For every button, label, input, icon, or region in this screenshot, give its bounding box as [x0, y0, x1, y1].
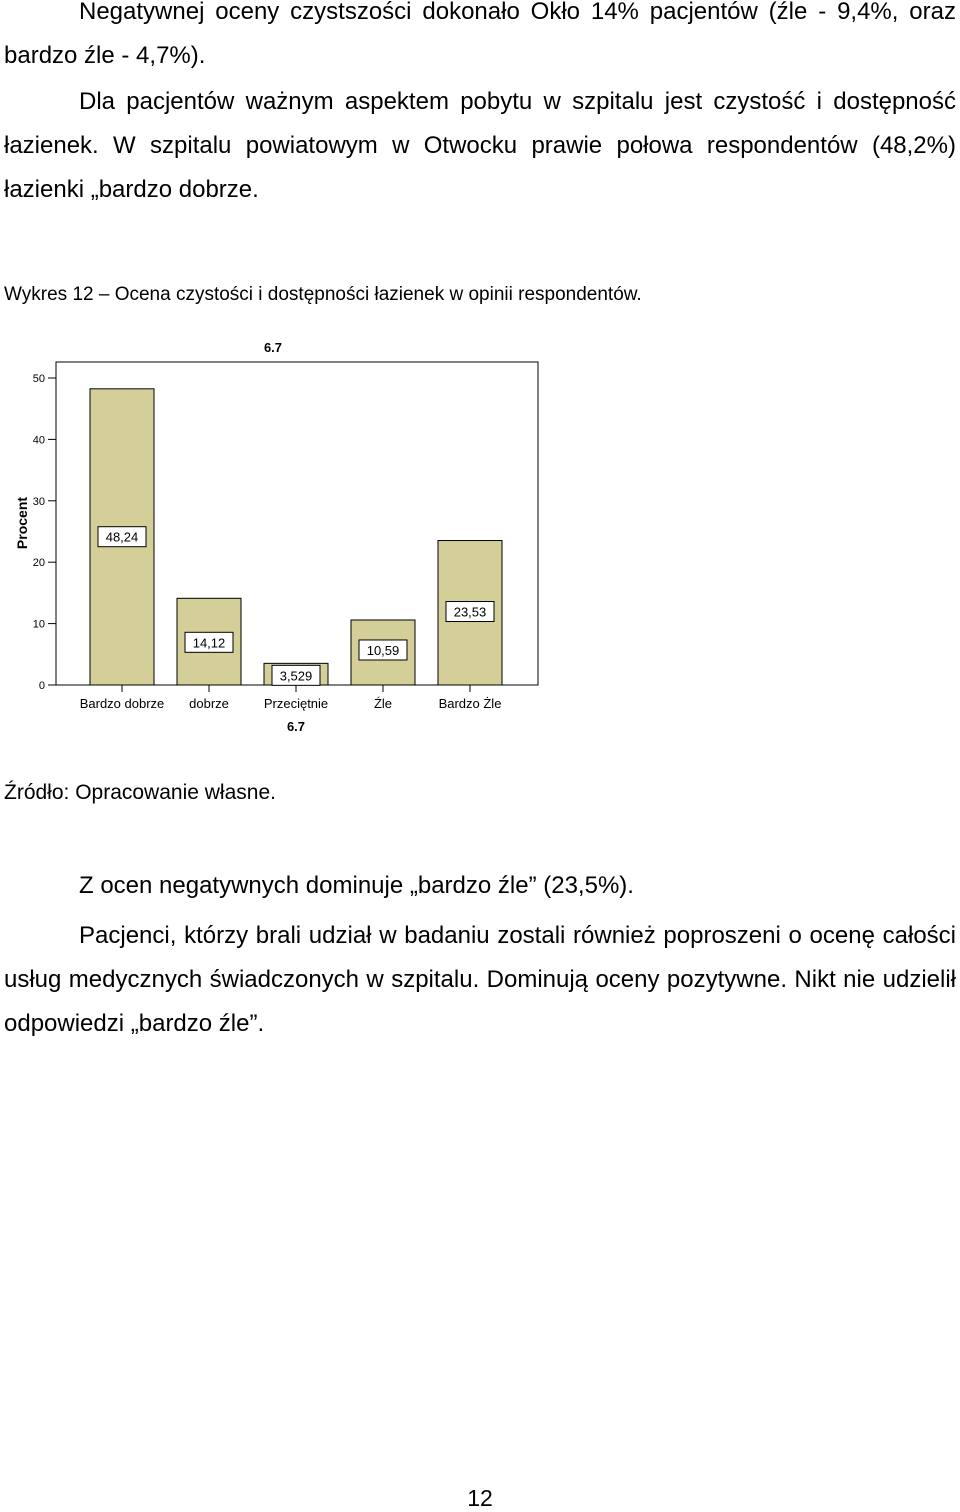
data-label: 10,59	[366, 642, 400, 658]
chart-title: 6.7	[263, 340, 283, 355]
y-tick-label: 50	[32, 373, 45, 385]
paragraph-2-text: Dla pacjentów ważnym aspektem pobytu w szpitalu jest czystość i dostępność łazienek. W szpitalu powiatowym w Otwocku prawie połowa respondentów (48,2%) łazienki „bardzo dobrze.	[4, 88, 956, 203]
paragraph-3-text: Z ocen negatywnych dominuje „bardzo źle” (23,5%).	[79, 872, 634, 899]
y-axis-label: Procent	[14, 496, 30, 550]
paragraph-3	[4, 864, 956, 908]
data-label: 23,53	[453, 604, 487, 620]
paragraph-2	[4, 80, 956, 212]
data-label: 3,529	[279, 668, 313, 684]
x-tick-label: Bardzo dobrze	[79, 696, 165, 711]
y-tick-label: 10	[32, 618, 45, 631]
chart-caption: Wykres 12 – Ocena czystości i dostępności łazienek w opinii respondentów.	[4, 284, 642, 305]
y-tick-label: 40	[32, 434, 45, 447]
data-label: 48,24	[105, 529, 139, 545]
paragraph-1-text: Negatywnej oceny czystszości dokonało Okło 14% pacjentów (źle - 9,4%, oraz bardzo źle - 4,7%).	[4, 0, 956, 69]
page-number: 12	[467, 1485, 493, 1511]
x-tick-label: dobrze	[189, 696, 229, 711]
data-label: 14,12	[192, 635, 226, 651]
paragraph-4	[4, 914, 956, 1046]
bar-chart	[0, 330, 960, 740]
paragraph-1	[4, 0, 956, 78]
source-note: Źródło: Opracowanie własne.	[4, 781, 276, 804]
x-tick-label: Źle	[373, 696, 393, 711]
paragraph-4-text: Pacjenci, którzy brali udział w badaniu zostali również poproszeni o ocenę całości usług medycznych świadczonych w szpitalu. Dominują oceny pozytywne. Nikt nie udzielił odpowiedzi „bardzo źle”.	[4, 922, 956, 1037]
y-tick-label: 20	[32, 557, 45, 570]
x-tick-label: Przeciętnie	[263, 696, 329, 711]
x-tick-label: Bardzo Żle	[438, 696, 502, 711]
y-tick-label: 0	[38, 680, 45, 692]
y-tick-label: 30	[32, 495, 45, 508]
x-axis-label: 6.7	[286, 719, 306, 734]
